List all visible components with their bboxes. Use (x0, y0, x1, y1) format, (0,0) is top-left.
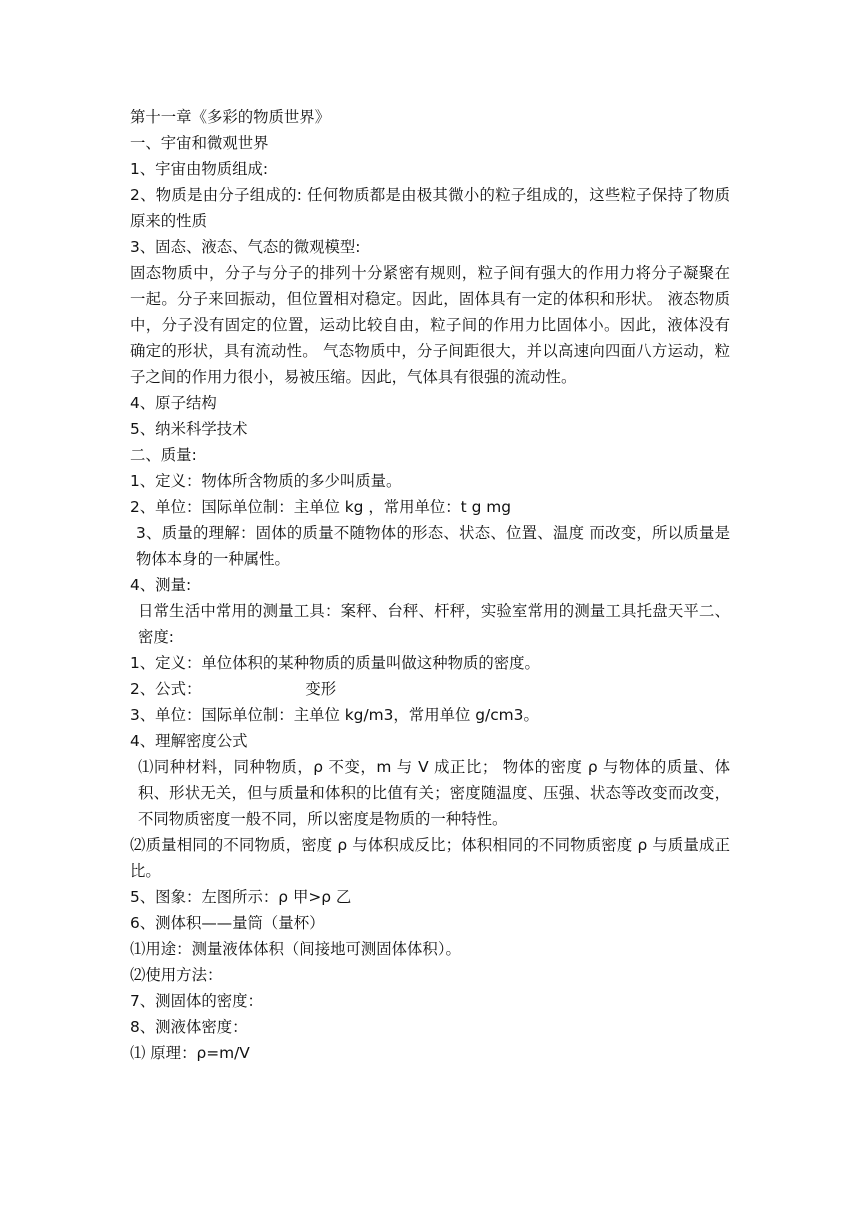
chapter-title: 第十一章《多彩的物质世界》 (130, 108, 331, 126)
section-heading-mass: 二、质量: (130, 446, 197, 464)
list-item: 1、宇宙由物质组成: (130, 160, 269, 178)
paragraph-density-2: ⑵质量相同的不同物质，密度 ρ 与体积成反比；体积相同的不同物质密度 ρ 与质量成正比。 (130, 836, 730, 880)
formula-variant-label: 变形 (305, 680, 337, 698)
list-item: 8、测液体密度： (130, 1018, 248, 1036)
list-item: 2、单位：国际单位制：主单位 kg ，常用单位：t g mg (130, 498, 512, 516)
list-item-formula (130, 676, 730, 702)
paragraph-measuring-tools: 日常生活中常用的测量工具：案秤、台秤、杆秤，实验室常用的测量工具托盘天平二、密度: (138, 602, 730, 646)
list-item: 5、图象：左图所示：ρ 甲>ρ 乙 (130, 888, 352, 906)
document-body (130, 104, 730, 1066)
sub-item: ⑴用途：测量液体体积（间接地可测固体体积）。 (130, 940, 461, 958)
list-item: 1、定义：物体所含物质的多少叫质量。 (130, 472, 402, 490)
list-item: 2、物质是由分子组成的: 任何物质都是由极其微小的粒子组成的，这些粒子保持了物质原来的性质 (130, 186, 730, 230)
list-item: 7、测固体的密度： (130, 992, 263, 1010)
list-item: 4、理解密度公式 (130, 732, 248, 750)
list-item: 3、固态、液态、气态的微观模型: (130, 238, 361, 256)
paragraph-density-1: ⑴同种材料，同种物质，ρ 不变，m 与 V 成正比； 物体的密度 ρ 与物体的质量、体积、形状无关，但与质量和体积的比值有关；密度随温度、压强、状态等改变而改变，不同物质密度一般不同，所以密度是物质的一种特性。 (138, 758, 730, 828)
list-item: 3、单位：国际单位制：主单位 kg/m3，常用单位 g/cm3。 (130, 706, 539, 724)
list-item: 5、纳米科学技术 (130, 420, 248, 438)
list-item: 1、定义：单位体积的某种物质的质量叫做这种物质的密度。 (130, 654, 540, 672)
sub-item: ⑴ 原理：ρ=m/V (130, 1044, 250, 1062)
list-item: 6、测体积——量筒（量杯） (130, 914, 325, 932)
section-heading-universe: 一、宇宙和微观世界 (130, 134, 269, 152)
paragraph-states-of-matter: 固态物质中，分子与分子的排列十分紧密有规则，粒子间有强大的作用力将分子凝聚在一起。分子来回振动，但位置相对稳定。因此，固体具有一定的体积和形状。 液态物质中，分子没有固定的位置，运动比较自由，粒子间的作用力比固体小。因此，液体没有确定的形状，具有流动性。 气态物质中，分子间距很大，并以高速向四面八方运动，粒子之间的作用力很小，易被压缩。因此，气体具有很强的流动性。 (130, 264, 730, 386)
list-item: 3、质量的理解：固体的质量不随物体的形态、状态、位置、温度 而改变，所以质量是物体本身的一种属性。 (136, 524, 730, 568)
formula-label: 2、公式： (130, 680, 202, 698)
list-item: 4、原子结构 (130, 394, 217, 412)
sub-item: ⑵使用方法： (130, 966, 223, 984)
list-item: 4、测量: (130, 576, 192, 594)
